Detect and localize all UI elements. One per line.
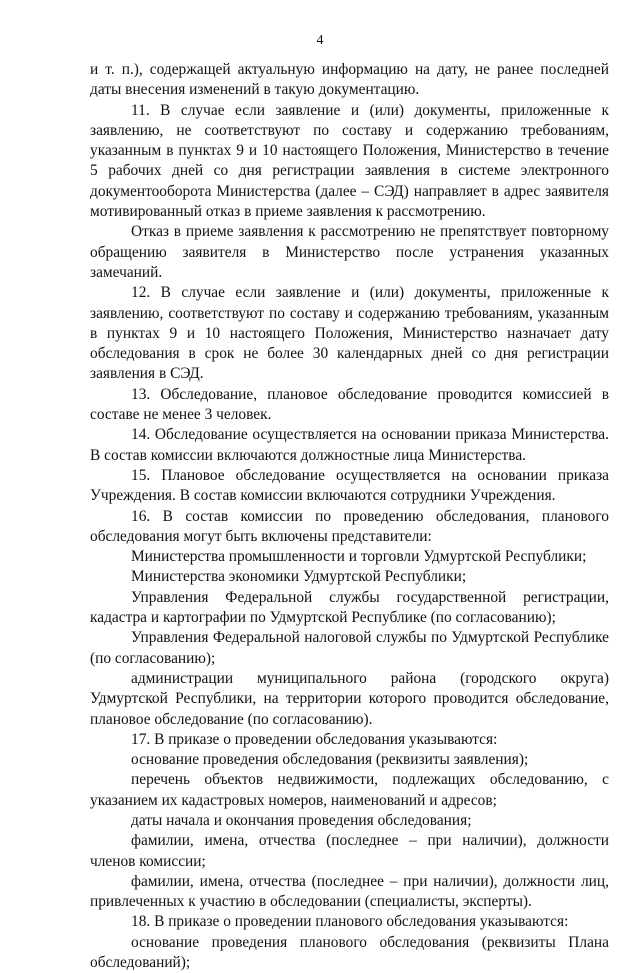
paragraph: 16. В состав комиссии по проведению обследования, планового обследования могут быть включены представители: [90, 507, 609, 545]
paragraph: Управления Федеральной налоговой службы по Удмуртской Республике (по согласованию); [90, 629, 609, 667]
paragraph: Министерства промышленности и торговли Удмуртской Республики; [131, 548, 587, 566]
paragraph: 17. В приказе о проведении обследования указываются: [131, 730, 498, 748]
paragraph: 18. В приказе о проведении планового обследования указываются: [131, 913, 569, 931]
paragraph: 12. В случае если заявление и (или) документы, приложенные к заявлению, соответствуют по составу и содержанию требованиям, указанным в пунктах 9 и 10 настоящего Положения, Министерство назначает дату обследования в срок не более 30 календарных дней со дня регистрации заявления в СЭД. [90, 284, 609, 383]
page-number: 4 [316, 33, 324, 48]
document-body [90, 60, 609, 973]
paragraph: перечень объектов недвижимости, подлежащих обследованию, с указанием их кадастровых номеров, наименований и адресов; [90, 771, 609, 809]
paragraph: 14. Обследование осуществляется на основании приказа Министерства. В состав комиссии включаются должностные лица Министерства. [90, 426, 609, 464]
paragraph: Управления Федеральной службы государственной регистрации, кадастра и картографии по Удмуртской Республике (по согласованию); [90, 588, 609, 627]
paragraph: 13. Обследование, плановое обследование проводится комиссией в составе не менее 3 человек. [90, 385, 609, 424]
paragraph: Министерства экономики Удмуртской Республики; [131, 568, 467, 586]
paragraph: основание проведения планового обследования (реквизиты Плана обследований); [90, 933, 609, 972]
paragraph: и т. п.), содержащей актуальную информацию на дату, не ранее последней даты внесения изменений в такую документацию. [90, 61, 609, 99]
paragraph: даты начала и окончания проведения обследования; [131, 811, 472, 829]
paragraph: фамилии, имена, отчества (последнее – при наличии), должности членов комиссии; [90, 832, 609, 870]
paragraph: основание проведения обследования (реквизиты заявления); [131, 751, 529, 769]
paragraph: 15. Плановое обследование осуществляется на основании приказа Учреждения. В состав комиссии включаются сотрудники Учреждения. [90, 466, 609, 505]
paragraph: 11. В случае если заявление и (или) документы, приложенные к заявлению, не соответствуют по составу и содержанию требованиям, указанным в пунктах 9 и 10 настоящего Положения, Министерство в течение 5 рабочих дней со дня регистрации заявления в системе электронного документооборота Министерства (далее – СЭД) направляет в адрес заявителя мотивированный отказ в приеме заявления к рассмотрению. [90, 101, 609, 221]
paragraph: Отказ в приеме заявления к рассмотрению не препятствует повторному обращению заявителя в Министерство после устранения указанных замечаний. [90, 223, 609, 281]
paragraph: администрации муниципального района (городского округа) Удмуртской Республики, на территории которого проводится обследование, плановое обследование (по согласованию). [90, 669, 609, 728]
paragraph: фамилии, имена, отчества (последнее – при наличии), должности лиц, привлеченных к участию в обследовании (специалисты, эксперты). [90, 872, 609, 911]
